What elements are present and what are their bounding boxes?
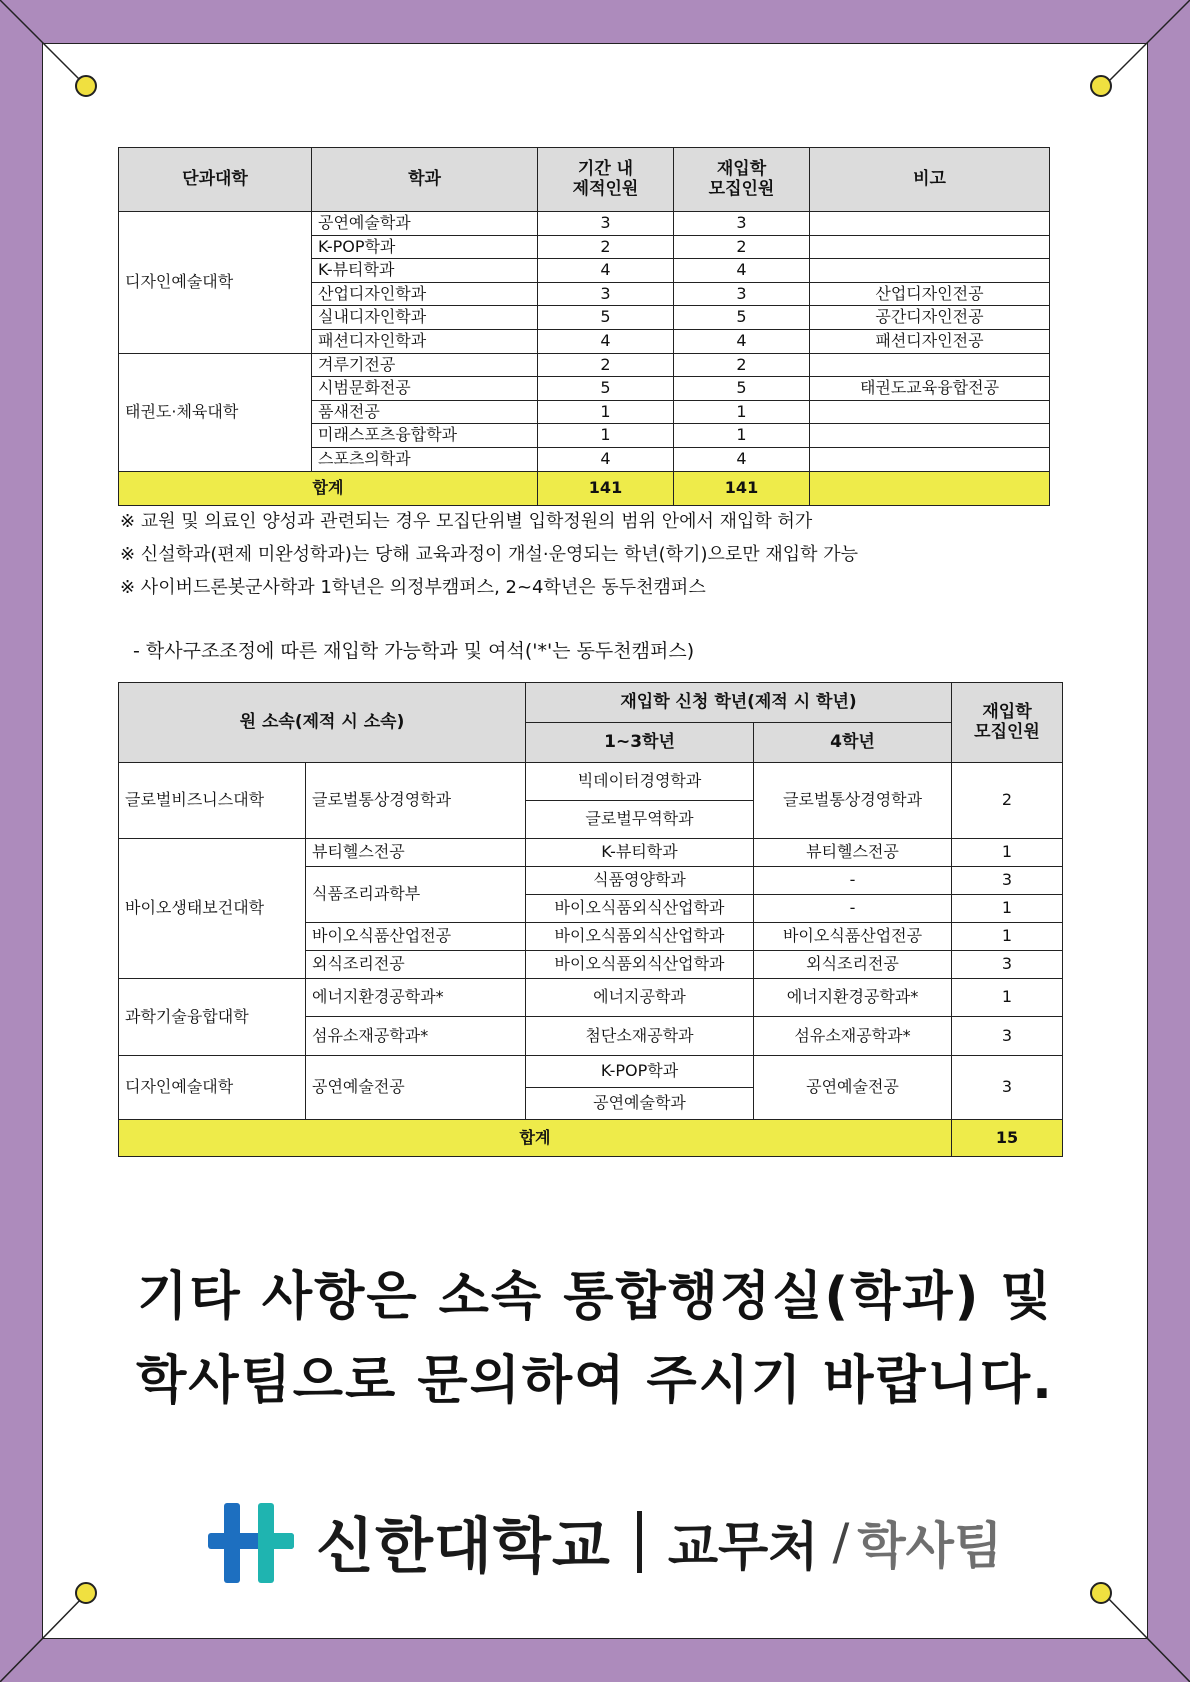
dept-cell: 스포츠의학과 bbox=[312, 447, 538, 471]
logo-slash: / bbox=[832, 1513, 850, 1571]
header-apply-year: 재입학 신청 학년(제적 시 학년) bbox=[526, 683, 952, 723]
year13-cell: 바이오식품외식산업학과 bbox=[526, 895, 754, 923]
year13-cell: 글로벌무역학과 bbox=[526, 801, 754, 839]
quota-cell: 2 bbox=[674, 353, 810, 377]
dept-cell: 겨루기전공 bbox=[312, 353, 538, 377]
college-cell: 디자인예술대학 bbox=[119, 1056, 306, 1120]
quota-cell: 1 bbox=[952, 923, 1063, 951]
note-cell bbox=[810, 424, 1050, 448]
dept-cell: 공연예술학과 bbox=[312, 212, 538, 236]
header-college: 단과대학 bbox=[119, 148, 312, 212]
header-origin: 원 소속(제적 시 소속) bbox=[119, 683, 526, 763]
college-cell: 과학기술융합대학 bbox=[119, 979, 306, 1056]
total-note bbox=[810, 471, 1050, 505]
year4-cell: 공연예술전공 bbox=[754, 1056, 952, 1120]
enrolled-cell: 5 bbox=[538, 306, 674, 330]
year13-cell: 빅데이터경영학과 bbox=[526, 763, 754, 801]
quota-cell: 2 bbox=[674, 235, 810, 259]
notes-block bbox=[120, 505, 858, 604]
year13-cell: 바이오식품외식산업학과 bbox=[526, 923, 754, 951]
note-line: ※ 신설학과(편제 미완성학과)는 당해 교육과정이 개설·운영되는 학년(학기)으로만 재입학 가능 bbox=[120, 544, 859, 565]
dept-cell: 패션디자인학과 bbox=[312, 329, 538, 353]
dept-cell: 에너지환경공학과* bbox=[306, 979, 526, 1017]
dept-cell: 공연예술전공 bbox=[306, 1056, 526, 1120]
header-quota: 재입학 모집인원 bbox=[952, 683, 1063, 763]
enrolled-cell: 4 bbox=[538, 447, 674, 471]
year4-cell: - bbox=[754, 867, 952, 895]
quota-cell: 1 bbox=[952, 979, 1063, 1017]
enrolled-cell: 4 bbox=[538, 259, 674, 283]
quota-cell: 3 bbox=[952, 1017, 1063, 1056]
year4-cell: 섬유소재공학과* bbox=[754, 1017, 952, 1056]
grommet-top-right bbox=[1090, 75, 1112, 97]
team-name: 학사팀 bbox=[857, 1517, 1003, 1575]
quota-cell: 2 bbox=[952, 763, 1063, 839]
total-label: 합계 bbox=[119, 471, 538, 505]
year13-cell: 바이오식품외식산업학과 bbox=[526, 951, 754, 979]
dept-cell: 글로벌통상경영학과 bbox=[306, 763, 526, 839]
note-cell: 산업디자인전공 bbox=[810, 282, 1050, 306]
dept-cell: 실내디자인학과 bbox=[312, 306, 538, 330]
closing-line-1: 기타 사항은 소속 통합행정실(학과) 및 bbox=[137, 1267, 1053, 1327]
quota-cell: 1 bbox=[674, 400, 810, 424]
header-remarks: 비고 bbox=[810, 148, 1050, 212]
year4-cell: 외식조리전공 bbox=[754, 951, 952, 979]
dept-cell: 식품조리과학부 bbox=[306, 867, 526, 923]
university-name: 신한대학교 bbox=[316, 1512, 611, 1582]
year13-cell: 첨단소재공학과 bbox=[526, 1017, 754, 1056]
year13-cell: 공연예술학과 bbox=[526, 1088, 754, 1120]
header-dismissed-count: 기간 내 제적인원 bbox=[538, 148, 674, 212]
quota-cell: 4 bbox=[674, 447, 810, 471]
closing-message bbox=[0, 1255, 1190, 1423]
dept-cell: 바이오식품산업전공 bbox=[306, 923, 526, 951]
dept-cell: 품새전공 bbox=[312, 400, 538, 424]
dept-cell: 섬유소재공학과* bbox=[306, 1017, 526, 1056]
note-cell: 태권도교육융합전공 bbox=[810, 377, 1050, 401]
restructuring-readmission-table bbox=[118, 682, 1063, 1157]
year4-cell: 바이오식품산업전공 bbox=[754, 923, 952, 951]
note-cell: 패션디자인전공 bbox=[810, 329, 1050, 353]
quota-cell: 5 bbox=[674, 377, 810, 401]
dept-cell: 산업디자인학과 bbox=[312, 282, 538, 306]
enrolled-cell: 5 bbox=[538, 377, 674, 401]
readmission-quota-table bbox=[118, 147, 1050, 506]
year13-cell: K-POP학과 bbox=[526, 1056, 754, 1088]
enrolled-cell: 3 bbox=[538, 212, 674, 236]
year13-cell: 에너지공학과 bbox=[526, 979, 754, 1017]
dept-cell: 뷰티헬스전공 bbox=[306, 839, 526, 867]
logo-divider bbox=[637, 1511, 642, 1573]
quota-cell: 3 bbox=[952, 1056, 1063, 1120]
note-cell bbox=[810, 235, 1050, 259]
closing-line-2: 학사팀으로 문의하여 주시기 바랍니다. bbox=[136, 1351, 1054, 1411]
college-cell: 글로벌비즈니스대학 bbox=[119, 763, 306, 839]
note-cell: 공간디자인전공 bbox=[810, 306, 1050, 330]
college-cell: 태권도·체육대학 bbox=[119, 353, 312, 471]
total-enrolled: 141 bbox=[538, 471, 674, 505]
year4-cell: 글로벌통상경영학과 bbox=[754, 763, 952, 839]
quota-cell: 1 bbox=[952, 839, 1063, 867]
year13-cell: 식품영양학과 bbox=[526, 867, 754, 895]
note-cell bbox=[810, 400, 1050, 424]
college-cell: 디자인예술대학 bbox=[119, 212, 312, 354]
grommet-top-left bbox=[75, 75, 97, 97]
dept-cell: K-뷰티학과 bbox=[312, 259, 538, 283]
total-value: 15 bbox=[952, 1120, 1063, 1157]
note-line: ※ 교원 및 의료인 양성과 관련되는 경우 모집단위별 입학정원의 범위 안에서 재입학 허가 bbox=[120, 511, 813, 532]
enrolled-cell: 1 bbox=[538, 424, 674, 448]
enrolled-cell: 2 bbox=[538, 353, 674, 377]
note-cell bbox=[810, 447, 1050, 471]
note-cell bbox=[810, 259, 1050, 283]
quota-cell: 3 bbox=[674, 212, 810, 236]
section-subheading: - 학사구조조정에 따른 재입학 가능학과 및 여석('*'는 동두천캠퍼스) bbox=[133, 640, 695, 662]
quota-cell: 1 bbox=[674, 424, 810, 448]
header-readmission-quota: 재입학 모집인원 bbox=[674, 148, 810, 212]
note-cell bbox=[810, 353, 1050, 377]
quota-cell: 4 bbox=[674, 259, 810, 283]
quota-cell: 3 bbox=[952, 867, 1063, 895]
college-cell: 바이오생태보건대학 bbox=[119, 839, 306, 979]
dept-cell: K-POP학과 bbox=[312, 235, 538, 259]
grommet-bottom-left bbox=[75, 1582, 97, 1604]
header-year-1-3: 1~3학년 bbox=[526, 723, 754, 763]
quota-cell: 3 bbox=[674, 282, 810, 306]
office-name: 교무처 bbox=[667, 1517, 819, 1578]
dept-cell: 미래스포츠융합학과 bbox=[312, 424, 538, 448]
university-emblem-icon bbox=[208, 1499, 294, 1585]
enrolled-cell: 1 bbox=[538, 400, 674, 424]
year13-cell: K-뷰티학과 bbox=[526, 839, 754, 867]
footer-logo bbox=[208, 1497, 1002, 1587]
year4-cell: 에너지환경공학과* bbox=[754, 979, 952, 1017]
header-year-4: 4학년 bbox=[754, 723, 952, 763]
grommet-bottom-right bbox=[1090, 1582, 1112, 1604]
enrolled-cell: 3 bbox=[538, 282, 674, 306]
quota-cell: 1 bbox=[952, 895, 1063, 923]
quota-cell: 5 bbox=[674, 306, 810, 330]
header-department: 학과 bbox=[312, 148, 538, 212]
total-label: 합계 bbox=[119, 1120, 952, 1157]
enrolled-cell: 2 bbox=[538, 235, 674, 259]
enrolled-cell: 4 bbox=[538, 329, 674, 353]
note-line: ※ 사이버드론봇군사학과 1학년은 의정부캠퍼스, 2~4학년은 동두천캠퍼스 bbox=[120, 577, 706, 598]
total-quota: 141 bbox=[674, 471, 810, 505]
year4-cell: - bbox=[754, 895, 952, 923]
quota-cell: 3 bbox=[952, 951, 1063, 979]
year4-cell: 뷰티헬스전공 bbox=[754, 839, 952, 867]
dept-cell: 외식조리전공 bbox=[306, 951, 526, 979]
quota-cell: 4 bbox=[674, 329, 810, 353]
note-cell bbox=[810, 212, 1050, 236]
dept-cell: 시범문화전공 bbox=[312, 377, 538, 401]
